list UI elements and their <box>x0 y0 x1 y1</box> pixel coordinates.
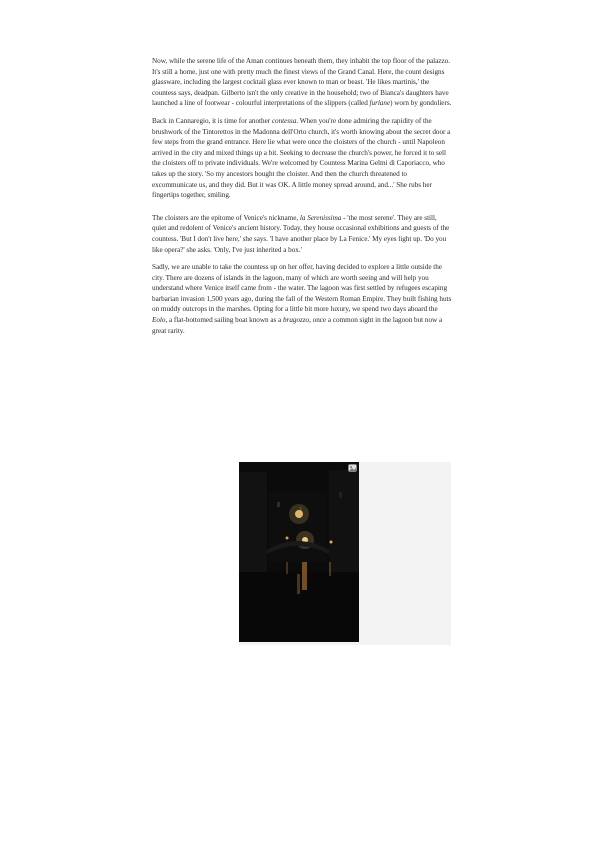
italic-term: contessa <box>271 116 297 125</box>
paragraph-text: , once a common sight in the lagoon but now a great rarity. <box>152 316 443 335</box>
italic-term: furlane <box>369 99 391 108</box>
article-paragraph <box>152 262 452 336</box>
italic-term: Eolo <box>152 316 166 325</box>
paragraph-text: , a flat-bottomed sailing boat known as a <box>165 316 283 325</box>
paragraph-text: Sadly, we are unable to take the countess up on her offer, having decided to explore a little outside the city. There are dozens of islands in the lagoon, many of which are worth seeing and will help you understand where Venice itself came from - the water. The lagoon was first settled by refugees escaping barbarian invasion 1,500 years ago, during the fall of the Western Roman Empire. They built fishing huts on muddy outcrops in the marshes. Opting for a little bit more luxury, we spend two days aboard the <box>152 263 452 314</box>
article-paragraph <box>152 213 452 255</box>
night-canal-photo <box>239 462 359 642</box>
paragraph-text: . When you're done admiring the rapidity of the brushwork of the Tintorettos in the Madonna dell'Orto church, it's worth knowing about the secret door a few steps from the grand entrance. Here lie what were once the cloisters of the church - until Napoleon arrived in the city and mixed things up a bit. Seeking to decrease the church's power, he forced it to sell the cloisters off to private individuals. We're welcomed by Countess Marina Gelmi di Caporiacco, who takes up the story. 'So my ancestors bought the cloister. And then the church threatened to excommunicate us, and they did. But it was OK. A little money spread around, and...' She rubs her fingertips together, smiling. <box>152 116 451 200</box>
paragraph-text: ) worn by gondoliers. <box>390 99 452 108</box>
paragraph-text: Back in Cannaregio, it is time for another <box>152 116 272 125</box>
article-paragraph <box>152 56 452 109</box>
italic-term: bragozzo <box>282 316 310 325</box>
paragraph-text: The cloisters are the epitome of Venice's nickname, <box>152 213 300 222</box>
article-body <box>152 56 452 343</box>
paragraph-text: - 'the most serene'. They are still, quiet and redolent of Venice's ancient history. Today, they house occasional exhibitions and guests of the countess. 'But I don't live here,' she says. 'I have another place by La Fenice.' My eyes light up. 'Do you like opera?' she asks. 'Only, I've just inherited a box.' <box>152 213 450 254</box>
paragraph-text: Now, while the serene life of the Aman continues beneath them, they inhabit the top floor of the palazzo. It's still a home, just one with pretty much the finest views of the Grand Canal. Here, the count designs glassware, including the largest cocktail glass ever known to man or beast. 'He likes martinis,' the countess says, deadpan. Gilberto isn't the only creative in the household; two of Bianca's daughters have launched a line of footwear - colourful interpretations of the slippers (called <box>152 57 450 108</box>
article-paragraph <box>152 116 452 201</box>
photo-frame <box>239 462 451 645</box>
photos-app-icon[interactable] <box>348 464 357 472</box>
night-canal-scene <box>239 462 359 642</box>
italic-term: la Serenissima <box>299 213 342 222</box>
